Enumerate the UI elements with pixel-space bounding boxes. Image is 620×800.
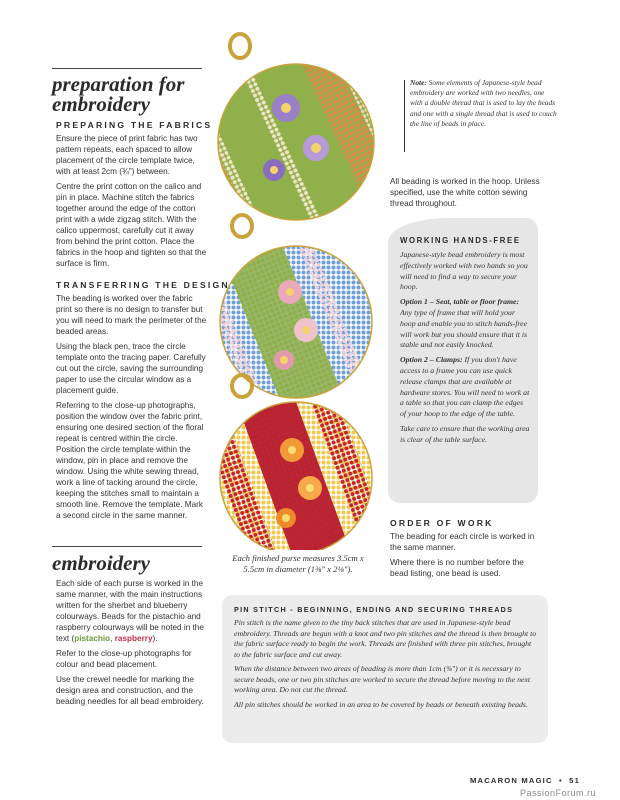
option-2-label: Option 2 – Clamps: [400, 355, 463, 365]
heading-preparing-fabrics: PREPARING THE FABRICS [56, 120, 213, 130]
embroidery-paragraph-1 [56, 578, 206, 644]
watermark: PassionForum.ru [520, 788, 597, 798]
title-line-1: preparation for [52, 72, 185, 96]
order-heading: ORDER OF WORK [390, 518, 494, 528]
note-label: Note: [410, 78, 427, 87]
embroidery-comma: , [110, 634, 115, 643]
note-block [410, 78, 558, 129]
hands-free-body [400, 250, 530, 446]
embroidery-text-b: ). [152, 634, 158, 643]
option-1-label: Option 1 – Seat, table or floor frame: [400, 297, 520, 307]
embroidery-paragraph-2: Refer to the close-up photographs for colour and bead placement. [56, 649, 192, 669]
note-divider [404, 80, 405, 152]
raspberry-label: raspberry [114, 634, 153, 643]
beaded-purses-photo [206, 30, 396, 550]
section-title-preparation [52, 74, 232, 114]
embroidery-text-a: Each side of each purse is worked in the same manner, with the main instructions written for the sherbet and blueberry colourways. Beads for the pistachio and raspberry colourways will be noted in the text ( [56, 579, 204, 643]
page-number: 51 [569, 776, 581, 785]
section-title-embroidery: embroidery [52, 551, 150, 575]
embroidery-body [56, 578, 206, 711]
embroidery-paragraph-3: Use the crewel needle for marking the design area and construction, and the beading needles for all bead embroidery. [56, 675, 204, 706]
footer-title: MACARON MAGIC [470, 776, 553, 785]
transferring-paragraph-1: The beading is worked over the fabric print so there is no design to transfer but you will need to mark the perimeter of the beaded areas. [56, 294, 207, 336]
embroidery-rule [52, 546, 202, 547]
hands-free-intro: Japanese-style bead embroidery is most effectively worked with two hands so you will need to find a way to secure your hoop. [400, 250, 528, 292]
order-paragraph-1: The beading for each circle is worked in the same manner. [390, 532, 535, 552]
preparing-paragraph-1: Ensure the piece of print fabric has two pattern repeats, each spaced to allow placement of the circle template twice, with at least 2cm (¾") between. [56, 134, 198, 176]
footer-bullet: • [559, 776, 563, 785]
purse-2-ring [232, 215, 252, 237]
pin-stitch-heading: PIN STITCH - BEGINNING, ENDING AND SECURING THREADS [234, 605, 514, 614]
option-2-text: If you don't have access to a frame you can use quick release clamps that are available at hardware stores. You will need to work at a table so that you can clamp the edges of your hoop to the edge of the table. [400, 355, 530, 419]
hands-free-heading: WORKING HANDS-FREE [400, 236, 521, 245]
beading-note: All beading is worked in the hoop. Unless specified, use the white cotton sewing thread throughout. [390, 177, 540, 208]
order-body [390, 531, 538, 583]
hands-free-option-2 [400, 355, 530, 420]
photo-caption: Each finished purse measures 3.5cm x 5.5cm in diameter (1⅜" x 2⅛"). [232, 553, 364, 575]
pin-stitch-paragraph-1: Pin stitch is the name given to the tiny back stitches that are used in Japanese-style bead embroidery. Threads are begun with a knot and two pin stitches and the thread is then brought to the fabric surface ready to begin the work. Threads are finished with three pin stitches, brought to the fabric surface and cut away. [234, 618, 537, 659]
purse-3-ring [232, 375, 252, 397]
purse-1-ring [230, 34, 250, 58]
pin-stitch-body [234, 618, 538, 710]
preparing-paragraph-2: Centre the print cotton on the calico and pin in place. Machine stitch the fabrics together around the edge of the cotton print with a wide zigzag stitch. With the calico uppermost, carefully cut it away from behind the print cotton. Place the fabrics in the hoop and tighten so that the surface is firm. [56, 182, 207, 268]
pin-stitch-paragraph-3: All pin stitches should be worked in an area to be covered by beads or beneath existing beads. [234, 699, 528, 709]
pin-stitch-paragraph-2: When the distance between two areas of beading is more than 1cm (⅜") or it is necessary to secure beads, one or two pin stitches are worked to secure the thread before moving to the next working area. Do not cut the thread. [234, 664, 531, 694]
page-footer [470, 776, 580, 785]
heading-transferring-design: TRANSFERRING THE DESIGN [56, 280, 230, 290]
preparing-body [56, 133, 208, 273]
hands-free-note: Take care to ensure that the working area is clear of the table surface. [400, 423, 530, 444]
transferring-body [56, 293, 208, 525]
note-text: Some elements of Japanese-style bead embroidery are worked with two needles, one with a double thread that is used to lay the beads and one with a single thread that is used to couch the line of beads in place. [410, 78, 557, 128]
order-paragraph-2: Where there is no number before the bead listing, one bead is used. [390, 558, 524, 578]
transferring-paragraph-3: Referring to the close-up photographs, position the window over the fabric print, ensuring one desired section of the floral repeat is centred within the circle. Position the circle template within the window, pin in place and remove the window. Using the white sewing thread, work a line of tacking around the circle, keeping the stitches small to maintain a smooth line. Remove the template. Mark a second circle in the same manner. [56, 401, 204, 520]
hands-free-option-1 [400, 297, 530, 351]
option-1-text: Any type of frame that will hold your hoop and enable you to stitch hands-free will work but you should ensure that it is stable and not easily knocked. [400, 307, 528, 350]
top-rule [52, 68, 202, 69]
transferring-paragraph-2: Using the black pen, trace the circle template onto the tracing paper. Carefully cut out the circle, saving the surrounding paper to use the circular window as a placement guide. [56, 342, 206, 395]
title-line-2: embroidery [52, 92, 150, 116]
pistachio-label: pistachio [74, 634, 111, 643]
